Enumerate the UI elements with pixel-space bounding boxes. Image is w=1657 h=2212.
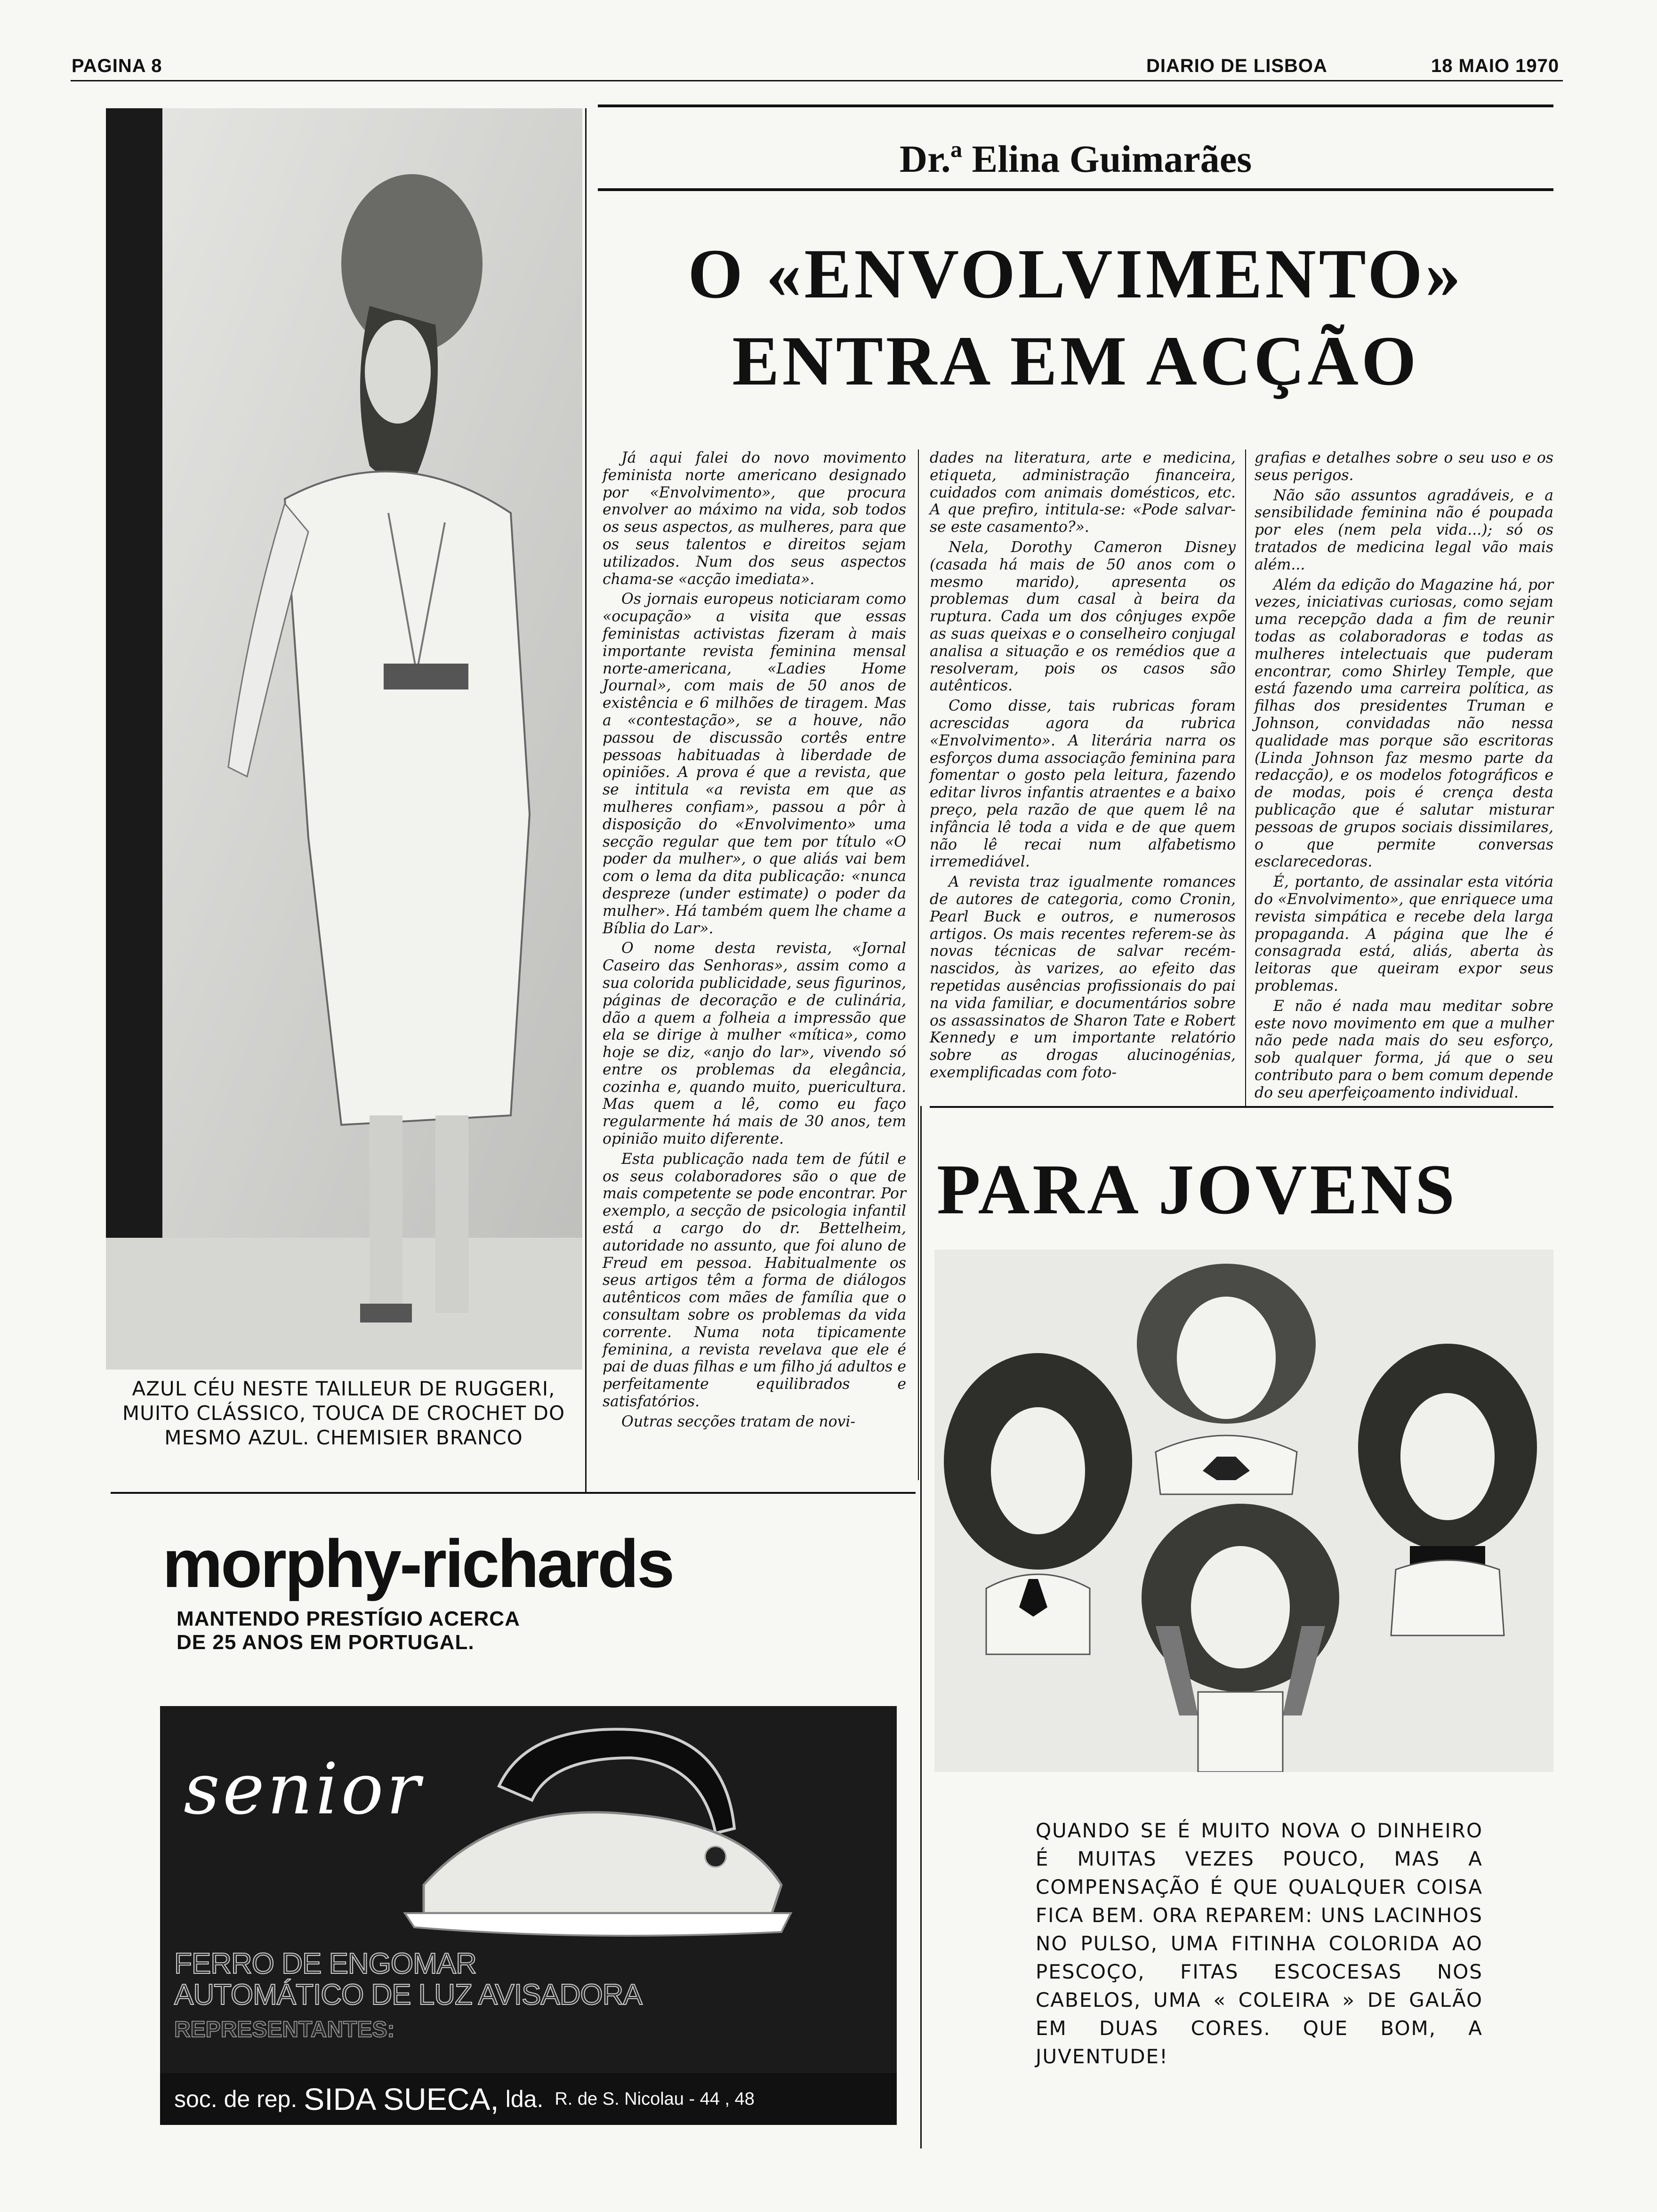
four-girls-drawing	[934, 1250, 1553, 1772]
article-column-3	[1255, 449, 1553, 1104]
paragraph: Os jornais europeus noticiaram como «ocupação» a visita que essas feministas activistas fizeram à mais importante revista feminina mensal norte-americana, «Ladies Home Journal», com mais de 50 anos de existência e 6 milhões de tiragem. Mas a «contestação», se a houve, não passou de discussão cortês entre pessoas habituadas à liberdade de opiniões. A prova é que a revista, que se intitula «a revista em que as mulheres confiam», passou a pôr à disposição do «Envolvimento» uma secção regular que tem por título «O poder da mulher», o que aliás vai bem com o lema da dita publicação: «nunca despreze (under estimate) o poder da mulher». Há também quem lhe chame a Bíblia do Lar».	[603, 591, 906, 937]
newspaper-name: DIARIO DE LISBOA	[1146, 56, 1327, 76]
article-byline: Dr.ª Elina Guimarães	[899, 137, 1252, 180]
paragraph: Outras secções tratam de novi-	[621, 1413, 856, 1430]
advert-product-name: senior	[184, 1748, 423, 1830]
column-rule	[1245, 449, 1246, 1106]
paragraph: E não é nada mau meditar sobre este novo movimento em que a mulher não pede nada mais do seu esforço, sob qualquer forma, já que o seu contributo para o bem comum depende do seu aperfeiçoamento individual.	[1255, 997, 1553, 1101]
column-rule	[918, 449, 919, 1480]
paragraph: É, portanto, de assinalar esta vitória do «Envolvimento», que enriquece uma revista simpática e recebe dela larga propaganda. A página que lhe é consagrada está, aliás, aberta às leitoras que queiram expor seus problemas.	[1255, 874, 1553, 994]
youth-section-divider	[920, 1106, 922, 2148]
page-number: PAGINA 8	[72, 56, 162, 76]
advert-company-suffix: lda.	[505, 2086, 544, 2112]
advert-tagline-line-1: MANTENDO PRESTÍGIO ACERCA	[177, 1607, 520, 1630]
advert-feature-line-1: FERRO DE ENGOMAR	[174, 1948, 476, 1980]
advert-tagline-line-2: DE 25 ANOS EM PORTUGAL.	[177, 1631, 475, 1654]
advert-tagline	[177, 1607, 520, 1654]
advert-brand: morphy-richards	[162, 1526, 673, 1602]
youth-section-rule	[930, 1106, 1553, 1108]
paragraph: Já aqui falei do novo movimento feminista norte americano designado por «Envolvimento», que procura envolver ao máximo na vida, sob todos os seus aspectos, as mulheres, para que os seus talentos e direitos sejam utilizados. Num dos seus aspectos chama-se «acção imediata».	[603, 449, 906, 588]
article-column-2	[930, 449, 1236, 1084]
photo-column-rule	[585, 108, 587, 1492]
advert-representatives-label: REPRESENTANTES:	[174, 2017, 395, 2042]
advert-feature	[174, 1948, 642, 2011]
advert-panel	[160, 1706, 897, 2125]
fashion-caption: AZUL CÉU NESTE TAILLEUR DE RUGGERI, MUITO CLÁSSICO, TOUCA DE CROCHET DO MESMO AZUL. CHEMISIER BRANCO	[122, 1377, 565, 1449]
paragraph: Como disse, tais rubricas foram acrescidas agora da rubrica «Envolvimento». A literária narra os esforços duma associação feminina para fomentar o gosto pela leitura, fazendo editar livros infantis atraentes e a baixo preço, pela razão de que quem lê na infância lê toda a vida e de que quem não lê recai num alfabetismo irremediável.	[930, 697, 1236, 871]
header-rule	[71, 80, 1563, 81]
woman-in-suit-illustration	[106, 108, 582, 1370]
advert-feature-line-2: AUTOMÁTICO DE LUZ AVISADORA	[174, 1979, 642, 2011]
paragraph: dades na literatura, arte e medicina, etiqueta, administração financeira, cuidados com animais domésticos, etc. A que prefiro, intitula-se: «Pode salvar-se este casamento?».	[930, 449, 1236, 536]
article-column-1	[603, 449, 906, 1434]
byline-bottom-rule	[598, 188, 1553, 191]
paragraph: A revista traz igualmente romances de autores de categoria, como Cronin, Pearl Buck e outros, e numerosos artigos. Os mais recentes referem-se às novas técnicas de salvar recém-nascidos, às varizes, ao efeito das repetidas ausências profissionais do pai na vida familiar, e documentários sobre os assassinatos de Sharon Tate e Robert Kennedy e um importante relatório sobre as drogas alucinogénias, exemplificadas com foto-	[930, 874, 1236, 1081]
paragraph: Esta publicação nada tem de fútil e os seus colaboradores são o que de mais competente se pode encontrar. Por exemplo, a secção de psicologia infantil está a cargo do dr. Bettelheim, autoridade no assunto, que foi aluno de Freud em pessoa. Habitualmente os seus artigos têm a forma de diálogos autênticos com mães de família que o consultam sobre os problemas da vida corrente. Numa nota tipicamente feminina, a revista revelava que ele é pai de duas filhas e um filho já adultos e perfeitamente equilibrados e satisfatórios.	[603, 1150, 906, 1411]
advert-company-name: SIDA SUECA,	[304, 2082, 499, 2116]
youth-section-title: PARA JOVENS	[937, 1150, 1458, 1229]
article-headline	[598, 231, 1553, 405]
advert-company-prefix: soc. de rep.	[174, 2086, 298, 2112]
youth-illustration	[934, 1250, 1553, 1772]
headline-line-1: O «ENVOLVIMENTO»	[688, 235, 1464, 313]
headline-line-2: ENTRA EM ACÇÃO	[732, 322, 1419, 400]
advert-address: R. de S. Nicolau - 44 , 48	[555, 2089, 755, 2109]
advert-top-rule	[111, 1492, 916, 1494]
fashion-photo	[106, 108, 582, 1370]
issue-date: 18 MAIO 1970	[1431, 56, 1560, 76]
paragraph: Nela, Dorothy Cameron Disney (casada há mais de 50 anos com o mesmo marido), apresenta os problemas dum casal à beira da ruptura. Cada um dos cônjuges expõe as suas queixas e o conselheiro conjugal analisa a situação e os remédios que a resolveram, pois os casos são autênticos.	[930, 538, 1236, 695]
paragraph: O nome desta revista, «Jornal Caseiro das Senhoras», assim como a sua colorida publicidade, seus figurinos, páginas de decoração e de culinária, dão a quem a folheia a impressão que ela se dirige à mulher «mítica», como hoje se diz, «anjo do lar», vivendo só entre os problemas da elegância, cozinha e, quando muito, puericultura. Mas quem a lê, como eu faço regularmente há mais de 30 anos, tem opinião muito diferente.	[603, 940, 906, 1148]
advert-company-bar	[160, 2073, 897, 2125]
youth-caption: QUANDO SE É MUITO NOVA O DINHEIRO É MUITAS VEZES POUCO, MAS A COMPENSAÇÃO É QUE QUALQUER COISA FICA BEM. ORA REPAREM: UNS LACINHOS NO PULSO, UMA FITINHA COLORIDA AO PESCOÇO, FITAS ESCOCESAS NOS CABELOS, UMA « COLEIRA » DE GALÃO EM DUAS CORES. QUE BOM, A JUVENTUDE!	[1036, 1819, 1483, 2068]
paragraph: grafias e detalhes sobre o seu uso e os seus perigos.	[1255, 449, 1553, 484]
paragraph: Além da edição do Magazine há, por vezes, iniciativas curiosas, como sejam uma recepção dada a fim de reunir todas as colaboradoras e todas as mulheres intelectuais que puderam encontrar, como Shirley Temple, que está fazendo uma carreira política, as filhas dos presidentes Truman e Johnson, convidadas não nessa qualidade mas porque são escritoras (Linda Johnson faz mesmo parte da redacção), e os modelos fotográficos e de modas, pois é crença desta publicação que é salutar misturar pessoas de grupos sociais dissimilares, o que permite conversas esclarecedoras.	[1255, 576, 1553, 871]
paragraph: Não são assuntos agradáveis, e a sensibilidade feminina não é poupada por eles (nem pela vida...); só os tratados de medicina legal vão mais além...	[1255, 487, 1553, 573]
